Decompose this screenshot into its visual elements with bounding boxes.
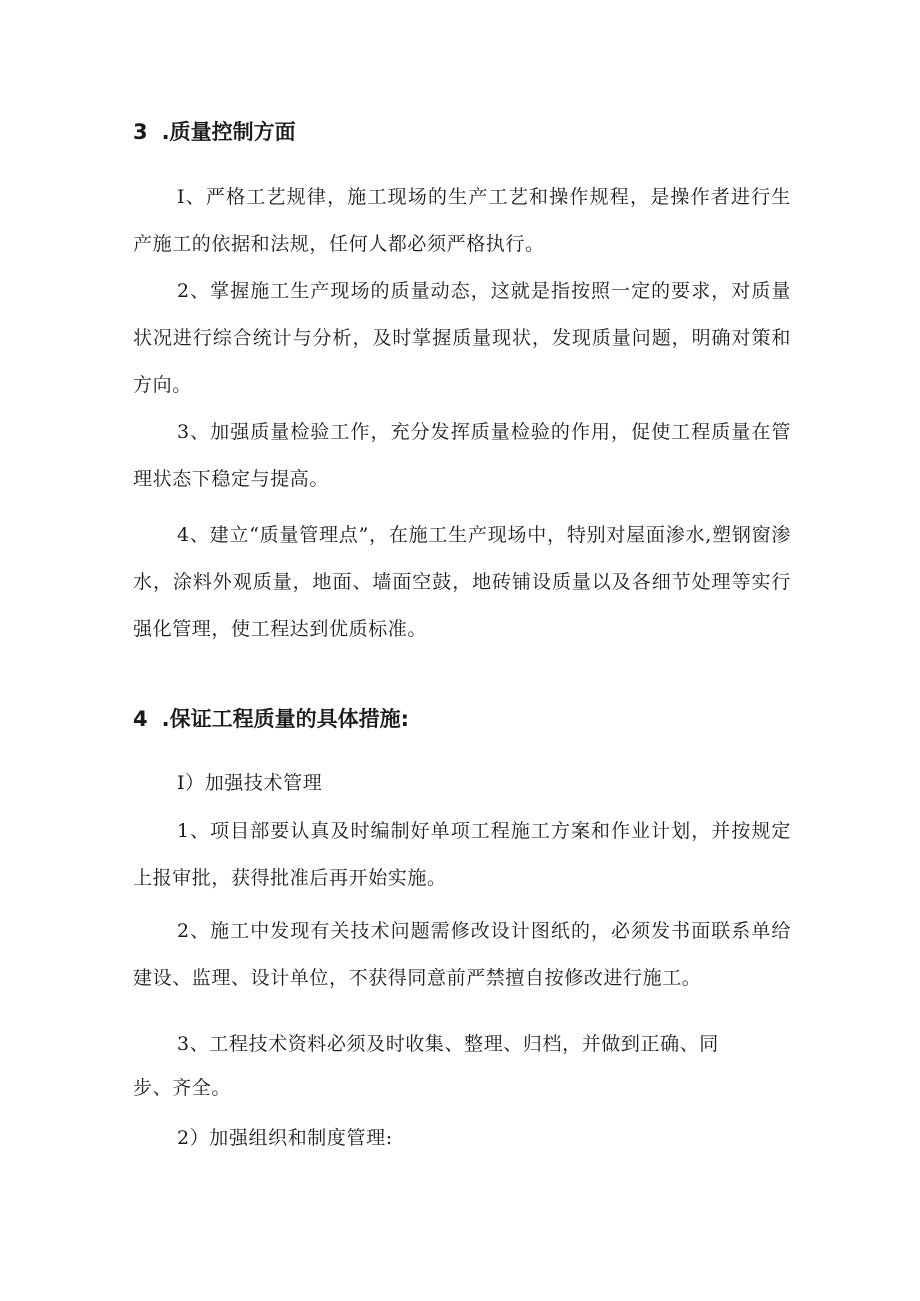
paragraph-5: 1、项目部要认真及时编制好单项工程施工方案和作业计划，并按规定上报审批，获得批准后再开始实施。 [133, 820, 791, 889]
paragraph-2: 2、掌握施工生产现场的质量动态，这就是指按照一定的要求，对质量状况进行综合统计与分析，及时掌握质量现状，发现质量问题，明确对策和方向。 [133, 280, 791, 396]
section-title: .保证工程质量的具体措施: [161, 707, 409, 731]
paragraph-1: I、严格工艺规律，施工现场的生产工艺和操作规程，是操作者进行生产施工的依据和法规，任何人都必须严格执行。 [133, 186, 791, 255]
section-heading-4 [133, 703, 409, 733]
subheading-organization-management: 2）加强组织和制度管理: [177, 1127, 393, 1149]
section-number: 3 [133, 120, 148, 144]
paragraph-6: 2、施工中发现有关技术问题需修改设计图纸的，必须发书面联系单给建设、监理、设计单位，不获得同意前严禁擅自按修改进行施工。 [133, 920, 791, 989]
section-title: .质量控制方面 [161, 120, 296, 144]
paragraph-7: 3、工程技术资料必须及时收集、整理、归档，并做到正确、同 [177, 1033, 719, 1055]
paragraph-4: 4、建立“质量管理点”，在施工生产现场中，特别对屋面渗水,塑钢窗渗水，涂料外观质量，地面、墙面空鼓，地砖铺设质量以及各细节处理等实行强化管理，使工程达到优质标准。 [133, 524, 791, 640]
section-heading-3 [133, 116, 296, 146]
section-number: 4 [133, 707, 148, 731]
paragraph-7-continued: 步、齐全。 [133, 1077, 232, 1099]
paragraph-3: 3、加强质量检验工作，充分发挥质量检验的作用，促使工程质量在管理状态下稳定与提高。 [133, 421, 791, 490]
subheading-technical-management: I）加强技术管理 [177, 772, 323, 794]
